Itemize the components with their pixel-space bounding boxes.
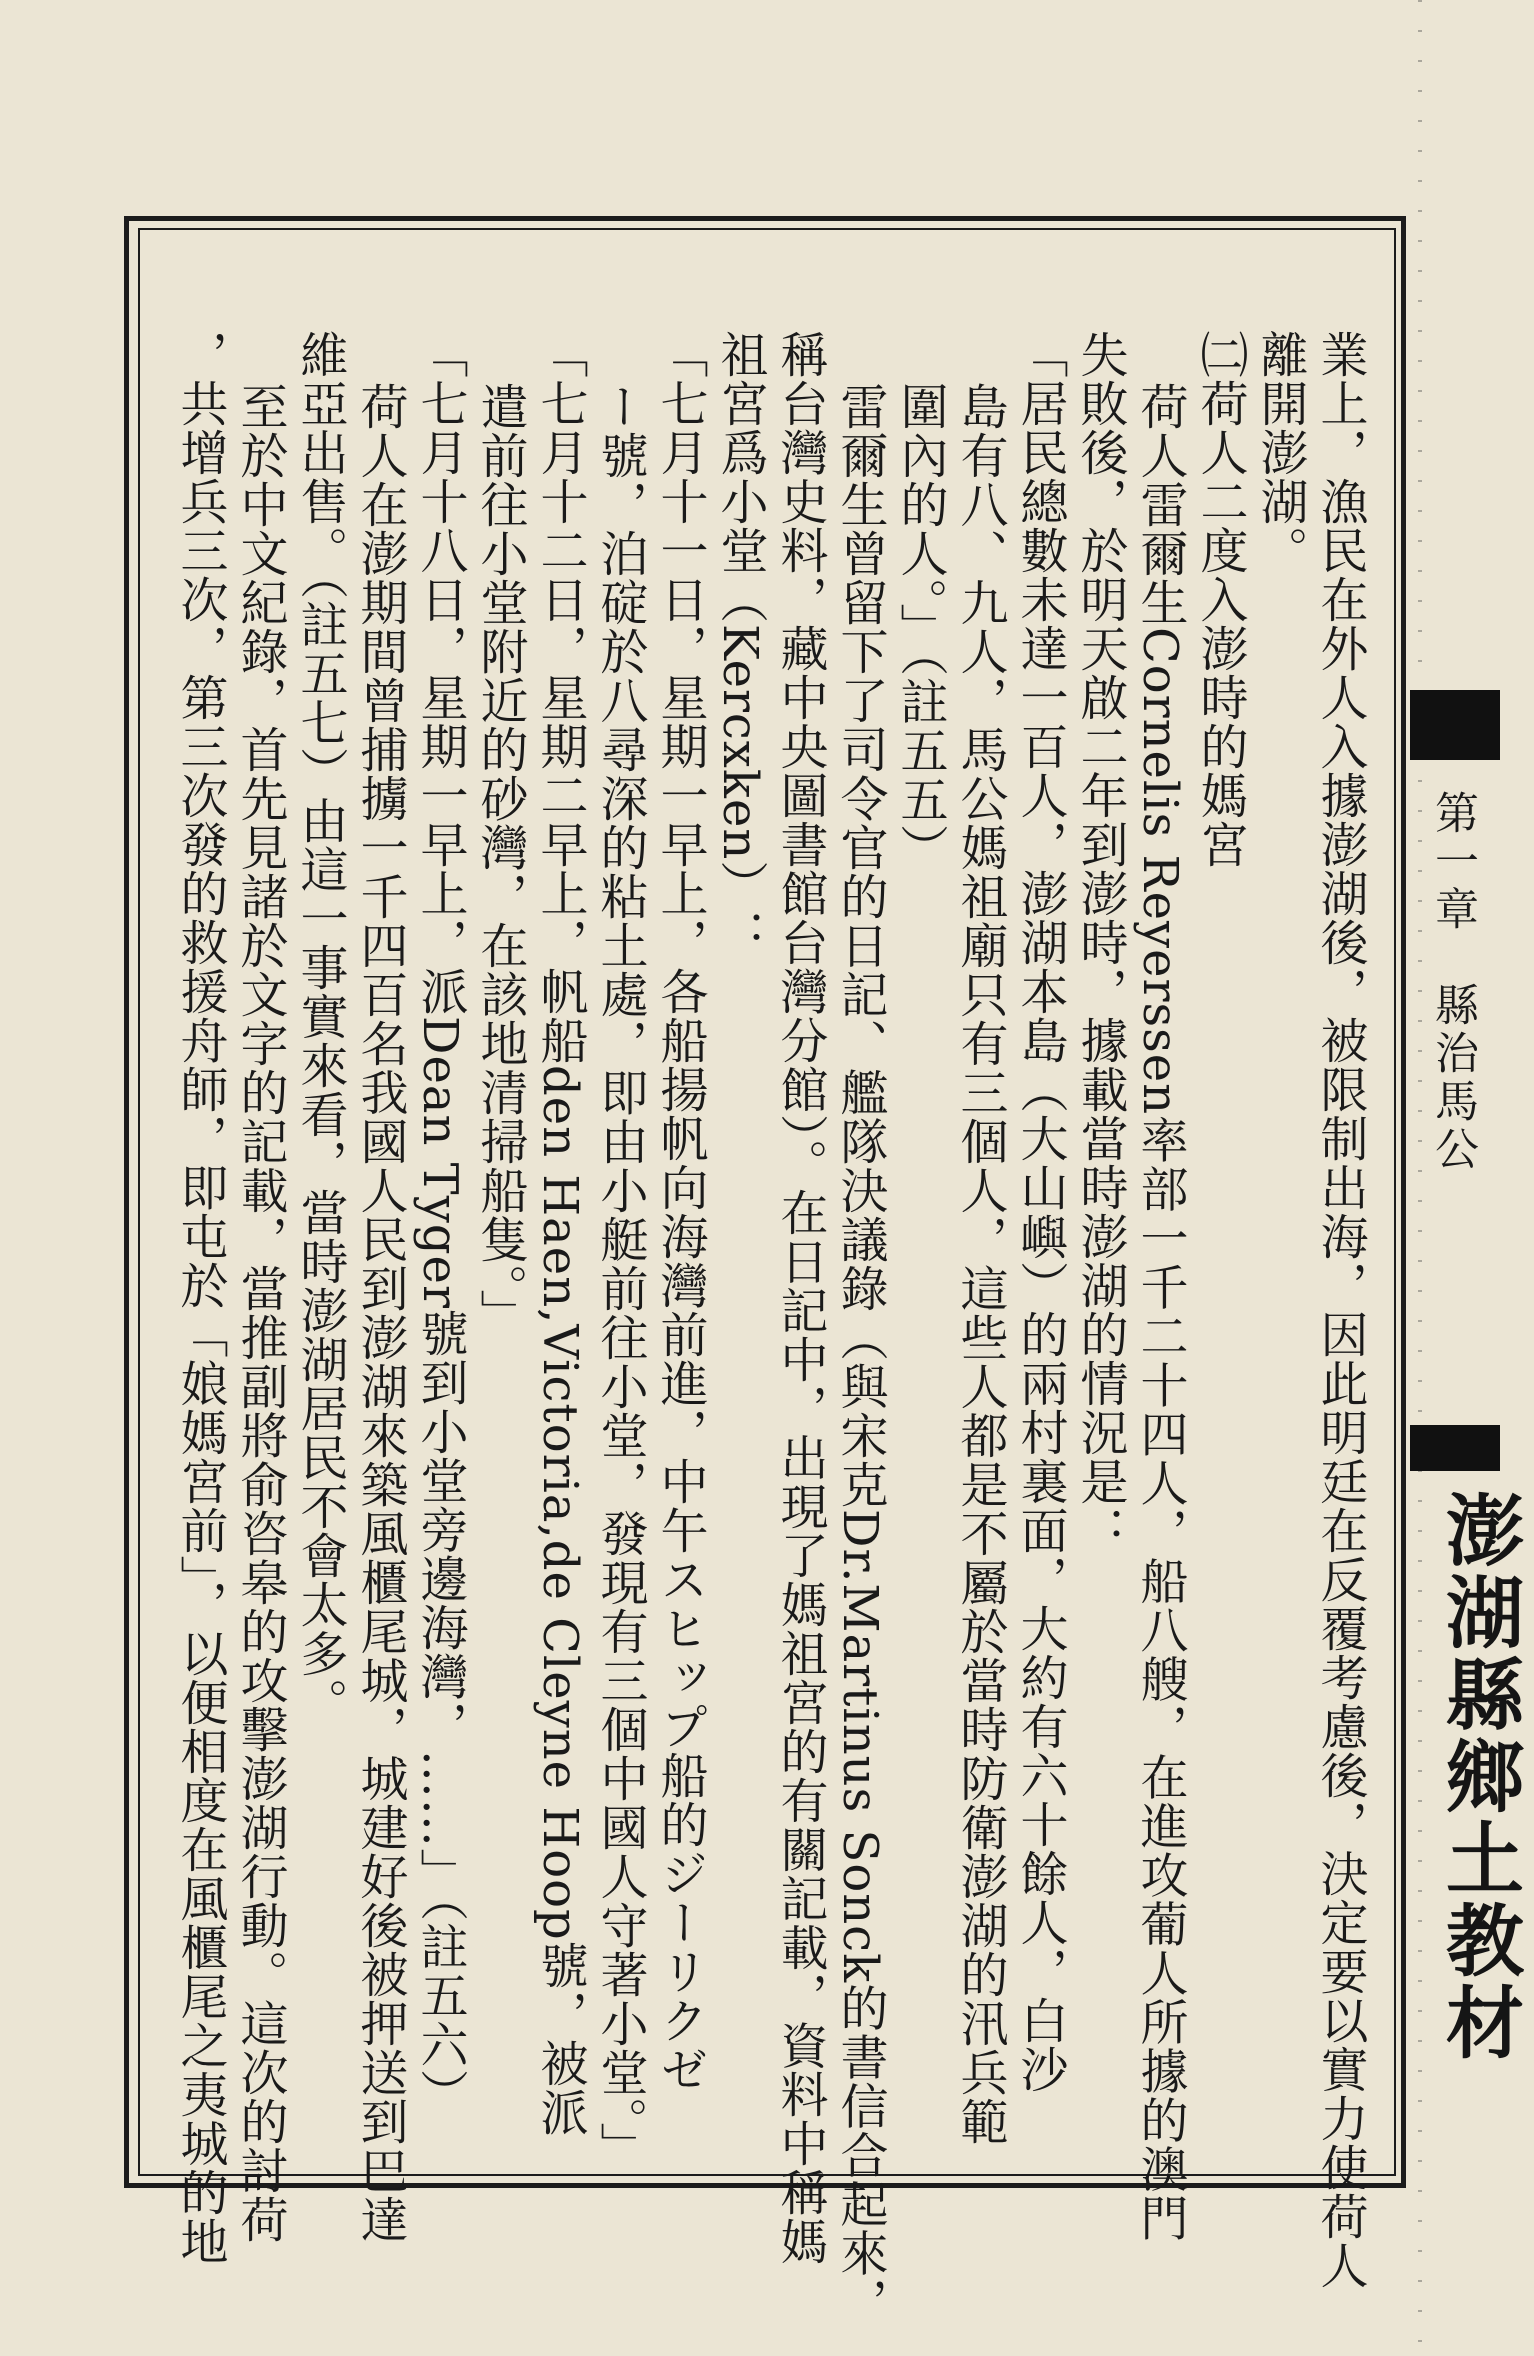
- text-column: ，共增兵三次，第三次發的救援舟師，即屯於「娘媽宮前」，以便相度在風櫃尾之夷城的地: [172, 330, 228, 2266]
- text-column: 至於中文紀錄，首先見諸於文字的記載，當推副將俞咨皋的攻擊澎湖行動。這次的討荷: [232, 382, 288, 2244]
- quote-column: 圍內的人。」（註五五）: [892, 382, 948, 873]
- text-column: 雷爾生曾留下了司令官的日記、艦隊決議錄（與宋克Dr.Martinus Sonck的書信合起來，: [832, 382, 888, 2327]
- spine-bar-bottom: [1410, 1425, 1500, 1471]
- quote-column: 島有八、九人，馬公媽祖廟只有三個人，這些人都是不屬於當時防衛澎湖的汛兵範: [952, 382, 1008, 2146]
- text-column: 稱台灣史料，藏中央圖書館台灣分館）。在日記中，出現了媽祖宮的有關記載，資料中稱媽: [772, 330, 828, 2266]
- quote-column: 「七月十八日，星期一早上，派Dean Tyger號到小堂旁邊海灣，……」（註五六）: [412, 330, 468, 2118]
- text-column: 祖宮爲小堂（Kercxken）：: [712, 330, 768, 959]
- quote-column: 「七月十二日，星期二早上，帆船den Haen,Victoria,de Cleyne Hoop號，被派: [532, 330, 588, 2137]
- book-spine-title: 澎湖縣鄉土教材: [1433, 1490, 1524, 2064]
- body-text: [170, 330, 1370, 2327]
- chapter-heading: 第一章 縣治馬公: [1427, 790, 1478, 1174]
- text-column: 業上，漁民在外人入據澎湖後，被限制出海，因此明廷在反覆考慮後，決定要以實力使荷人: [1312, 330, 1368, 2290]
- quote-column: 「居民總數未達一百人，澎湖本島（大山嶼）的兩村裏面，大約有六十餘人，白沙: [1012, 330, 1068, 2094]
- text-column: 荷人雷爾生Cornelis Reyerssen率部一千二十四人，船八艘，在進攻葡人所據的澳門: [1132, 382, 1188, 2243]
- quote-column: 「七月十一日，星期一早上，各船揚帆向海灣前進，中午スヒップ船的ジーリクゼ: [652, 330, 708, 2094]
- quote-column: 遣前往小堂附近的砂灣，在該地清掃船隻。」: [472, 382, 528, 1338]
- text-column: 維亞出售。（註五七）由這一事實來看，當時澎湖居民不會太多。: [292, 330, 348, 1727]
- text-column: 離開澎湖。: [1252, 330, 1308, 575]
- text-column: 失敗後，於明天啟二年到澎時，據載當時澎湖的情況是：: [1072, 330, 1128, 1555]
- spine-bar-top: [1410, 690, 1500, 760]
- text-column: 荷人在澎期間曾捕擄一千四百名我國人民到澎湖來築風櫃尾城，城建好後被押送到巴達: [352, 382, 408, 2244]
- quote-column: ー號，泊碇於八尋深的粘土處，即由小艇前往小堂，發現有三個中國人守著小堂。」: [592, 382, 648, 2171]
- section-heading: ㈡荷人二度入澎時的媽宮: [1192, 330, 1248, 869]
